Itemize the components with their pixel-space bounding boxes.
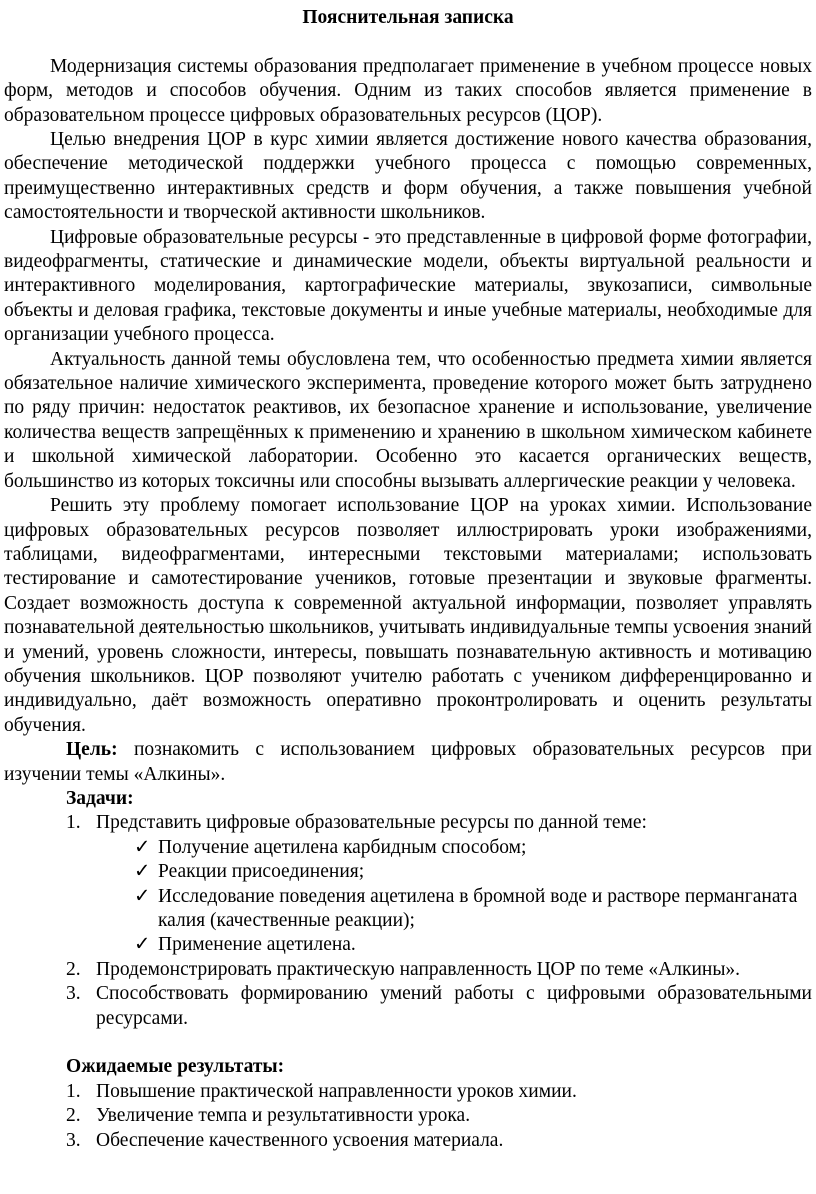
paragraph-solution: Решить эту проблему помогает использование ЦОР на уроках химии. Использование цифровых образовательных ресурсов позволяет иллюстрировать уроки изображениями, таблицами, видеофрагментами, интересными текстовыми материалами; использовать тестирование и самотестирование учеников, готовые презентации и звуковые фрагменты. Создает возможность доступа к современной актуальной информации, позволяет управлять познавательной деятельностью школьников, учитывать индивидуальные темпы усвоения знаний и умений, уровень сложности, интересы, повышать познавательную активность и мотивацию обучения школьников. ЦОР позволяют учителю работать с учеником дифференцированно и индивидуально, даёт возможность оперативно проконтролировать и оценить результаты обучения. <box>4 495 812 736</box>
subtask-item-2 <box>4 860 812 884</box>
result-item-1 <box>4 1080 812 1104</box>
check-icon: ✓ <box>134 861 151 883</box>
subtask-item-4 <box>4 933 812 957</box>
task-item-1 <box>4 811 812 835</box>
result-text: Увеличение темпа и результативности урока. <box>96 1105 471 1127</box>
subtask-text: Применение ацетилена. <box>158 934 356 956</box>
paragraph-goal-of-cor: Целью внедрения ЦОР в курс химии является достижение нового качества образования, обеспечение методической поддержки учебного процесса с помощью современных, преимущественно интерактивных средств и форм обучения, а также повышения учебной самостоятельности и творческой активности школьников. <box>4 129 812 224</box>
subtask-text: Получение ацетилена карбидным способом; <box>158 836 527 858</box>
task-item-2 <box>4 958 812 982</box>
result-number: 2. <box>66 1105 81 1127</box>
paragraph-intro: Модернизация системы образования предполагает применение в учебном процессе новых форм, методов и способов обучения. Одним из таких способов является применение в образовательном процессе цифровых образовательных ресурсов (ЦОР). <box>4 55 812 126</box>
task-text: Представить цифровые образовательные ресурсы по данной теме: <box>96 812 647 834</box>
task-number: 1. <box>66 812 81 834</box>
document-page <box>4 0 812 1153</box>
task-text: Продемонстрировать практическую направленность ЦОР по теме «Алкины». <box>96 958 741 980</box>
results-heading: Ожидаемые результаты: <box>66 1056 285 1078</box>
subtask-text: Реакции присоединения; <box>158 861 365 883</box>
result-item-2 <box>4 1104 812 1128</box>
subtask-text: Исследование поведения ацетилена в бромной воде и растворе перманганата калия (качественные реакции); <box>158 885 798 932</box>
spacer <box>4 1031 812 1055</box>
result-text: Повышение практической направленности уроков химии. <box>96 1080 577 1102</box>
goal-label: Цель: <box>66 739 118 761</box>
task-number: 3. <box>66 983 81 1005</box>
results-list <box>4 1080 812 1153</box>
check-icon: ✓ <box>134 934 151 956</box>
result-number: 3. <box>66 1129 81 1151</box>
check-icon: ✓ <box>134 836 151 858</box>
task-text: Способствовать формированию умений работы с цифровыми образовательными ресурсами. <box>96 983 812 1029</box>
subtask-item-3 <box>4 885 812 934</box>
result-item-3 <box>4 1129 812 1153</box>
subtask-item-1 <box>4 836 812 860</box>
result-text: Обеспечение качественного усвоения материала. <box>96 1129 504 1151</box>
task-number: 2. <box>66 958 81 980</box>
tasks-list <box>4 811 812 1031</box>
goal-text: познакомить с использованием цифровых образовательных ресурсов при изучении темы «Алкины». <box>4 739 812 785</box>
result-number: 1. <box>66 1080 81 1102</box>
document-title: Пояснительная записка <box>302 7 514 28</box>
paragraph-cor-definition: Цифровые образовательные ресурсы - это представленные в цифровой форме фотографии, видеофрагменты, статические и динамические модели, объекты виртуальной реальности и интерактивного моделирования, картографические материалы, звукозаписи, символьные объекты и деловая графика, текстовые документы и иные учебные материалы, необходимые для организации учебного процесса. <box>4 226 812 346</box>
task-item-3 <box>4 982 812 1031</box>
goal-paragraph <box>4 738 812 787</box>
spacer <box>4 30 812 54</box>
tasks-heading: Задачи: <box>66 787 134 809</box>
check-icon: ✓ <box>134 885 151 907</box>
paragraph-relevance: Актуальность данной темы обусловлена тем, что особенностью предмета химии является обязательное наличие химического эксперимента, проведение которого может быть затруднено по ряду причин: недостаток реактивов, их безопасное хранение и использование, увеличение количества веществ запрещённых к применению и хранению в школьном химическом кабинете и школьной химической лаборатории. Особенно это касается органических веществ, большинство из которых токсичны или способны вызывать аллергические реакции у человека. <box>4 348 812 492</box>
